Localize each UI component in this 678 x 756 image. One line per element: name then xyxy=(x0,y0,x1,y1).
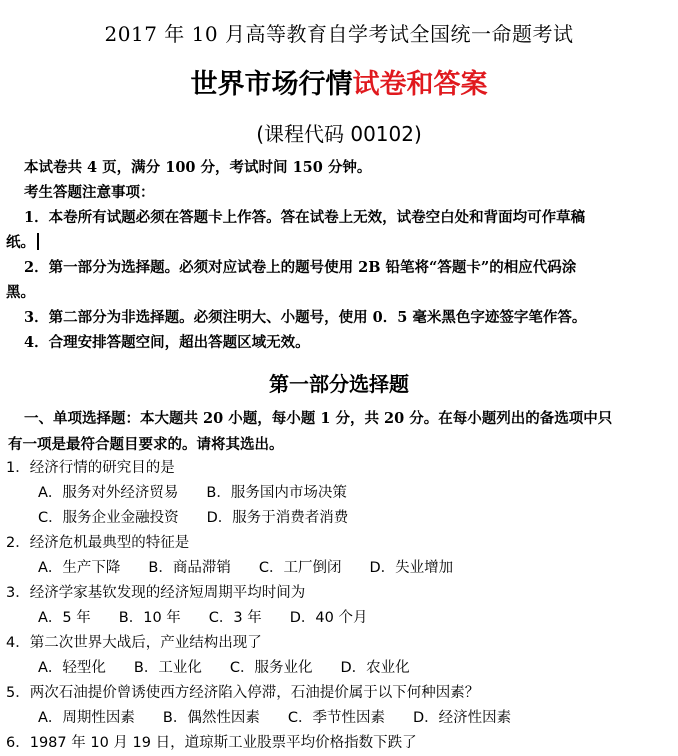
instruction-item-1-cont xyxy=(6,230,672,255)
title-suffix-red: 试卷和答案 xyxy=(352,69,488,100)
option-c: C．季节性因素 xyxy=(287,710,385,726)
option-c: C．工厂倒闭 xyxy=(258,560,342,576)
question-1-options-row-1 xyxy=(6,481,672,506)
instruction-item-4: 4．合理安排答题空间，超出答题区域无效。 xyxy=(24,334,310,351)
option-b: B．服务国内市场决策 xyxy=(206,485,347,501)
question-1-options-row-2 xyxy=(6,506,672,531)
option-c: C．服务业化 xyxy=(229,660,313,676)
question-1-stem: 1．经济行情的研究目的是 xyxy=(6,460,175,476)
exam-header-line: 2017 年 10 月高等教育自学考试全国统一命题考试 xyxy=(104,22,574,46)
paper-title xyxy=(0,62,678,101)
question-3-stem: 3．经济学家基钦发现的经济短周期平均时间为 xyxy=(6,585,306,601)
section-intro-line-1: 一、单项选择题：本大题共 20 小题，每小题 1 分，共 20 分。在每小题列出的备选项中只 xyxy=(24,410,613,427)
instruction-item-2-cont: 黑。 xyxy=(6,284,35,301)
question-2-options xyxy=(6,556,672,581)
option-a: A．周期性因素 xyxy=(38,710,135,726)
option-d: D．40 个月 xyxy=(289,610,368,626)
option-b: B．商品滞销 xyxy=(148,560,231,576)
instruction-item-1: 1．本卷所有试题必须在答题卡上作答。答在试卷上无效，试卷空白处和背面均可作草稿 xyxy=(24,209,586,226)
option-a: A．5 年 xyxy=(38,610,91,626)
question-2-stem: 2．经济危机最典型的特征是 xyxy=(6,535,190,551)
question-list xyxy=(6,456,672,756)
instruction-item-1-tail: 纸。 xyxy=(6,234,35,251)
question-4-options xyxy=(6,656,672,681)
option-d: D．经济性因素 xyxy=(413,710,512,726)
question-5-options xyxy=(6,706,672,731)
option-a: A．生产下降 xyxy=(38,560,121,576)
instruction-item-2: 2．第一部分为选择题。必须对应试卷上的题号使用 2B 铅笔将“答题卡”的相应代码涂 xyxy=(24,259,577,276)
question-3-options xyxy=(6,606,672,631)
option-c: C．3 年 xyxy=(208,610,262,626)
instruction-item-3: 3．第二部分为非选择题。必须注明大、小题号，使用 0．5 毫米黑色字迹签字笔作答。 xyxy=(24,309,587,326)
text-cursor xyxy=(37,233,39,250)
question-4-stem: 4．第二次世界大战后，产业结构出现了 xyxy=(6,635,262,651)
title-subject: 世界市场行情 xyxy=(190,69,353,100)
instructions-heading: 考生答题注意事项： xyxy=(24,184,155,201)
option-d: D．失业增加 xyxy=(369,560,454,576)
instructions-block xyxy=(6,155,672,355)
option-b: B．工业化 xyxy=(133,660,202,676)
section-intro-line-2: 有一项是最符合题目要求的。请将其选出。 xyxy=(8,436,284,453)
option-c: C．服务企业金融投资 xyxy=(38,510,179,526)
option-b: B．10 年 xyxy=(118,610,181,626)
section-intro xyxy=(6,406,672,458)
question-5-stem: 5．两次石油提价曾诱使西方经济陷入停滞，石油提价属于以下何种因素？ xyxy=(6,685,480,701)
exam-info-line: 本试卷共 4 页，满分 100 分，考试时间 150 分钟。 xyxy=(24,159,372,176)
option-d: D．农业化 xyxy=(340,660,410,676)
option-a: A．轻型化 xyxy=(38,660,106,676)
option-d: D．服务于消费者消费 xyxy=(206,510,349,526)
section-title: 第一部分选择题 xyxy=(269,372,409,396)
course-code: (课程代码 00102) xyxy=(256,122,422,146)
option-a: A．服务对外经济贸易 xyxy=(38,485,179,501)
option-b: B．偶然性因素 xyxy=(162,710,260,726)
question-6-stem: 6．1987 年 10 月 19 日，道琼斯工业股票平均价格指数下跌了 xyxy=(6,735,417,751)
